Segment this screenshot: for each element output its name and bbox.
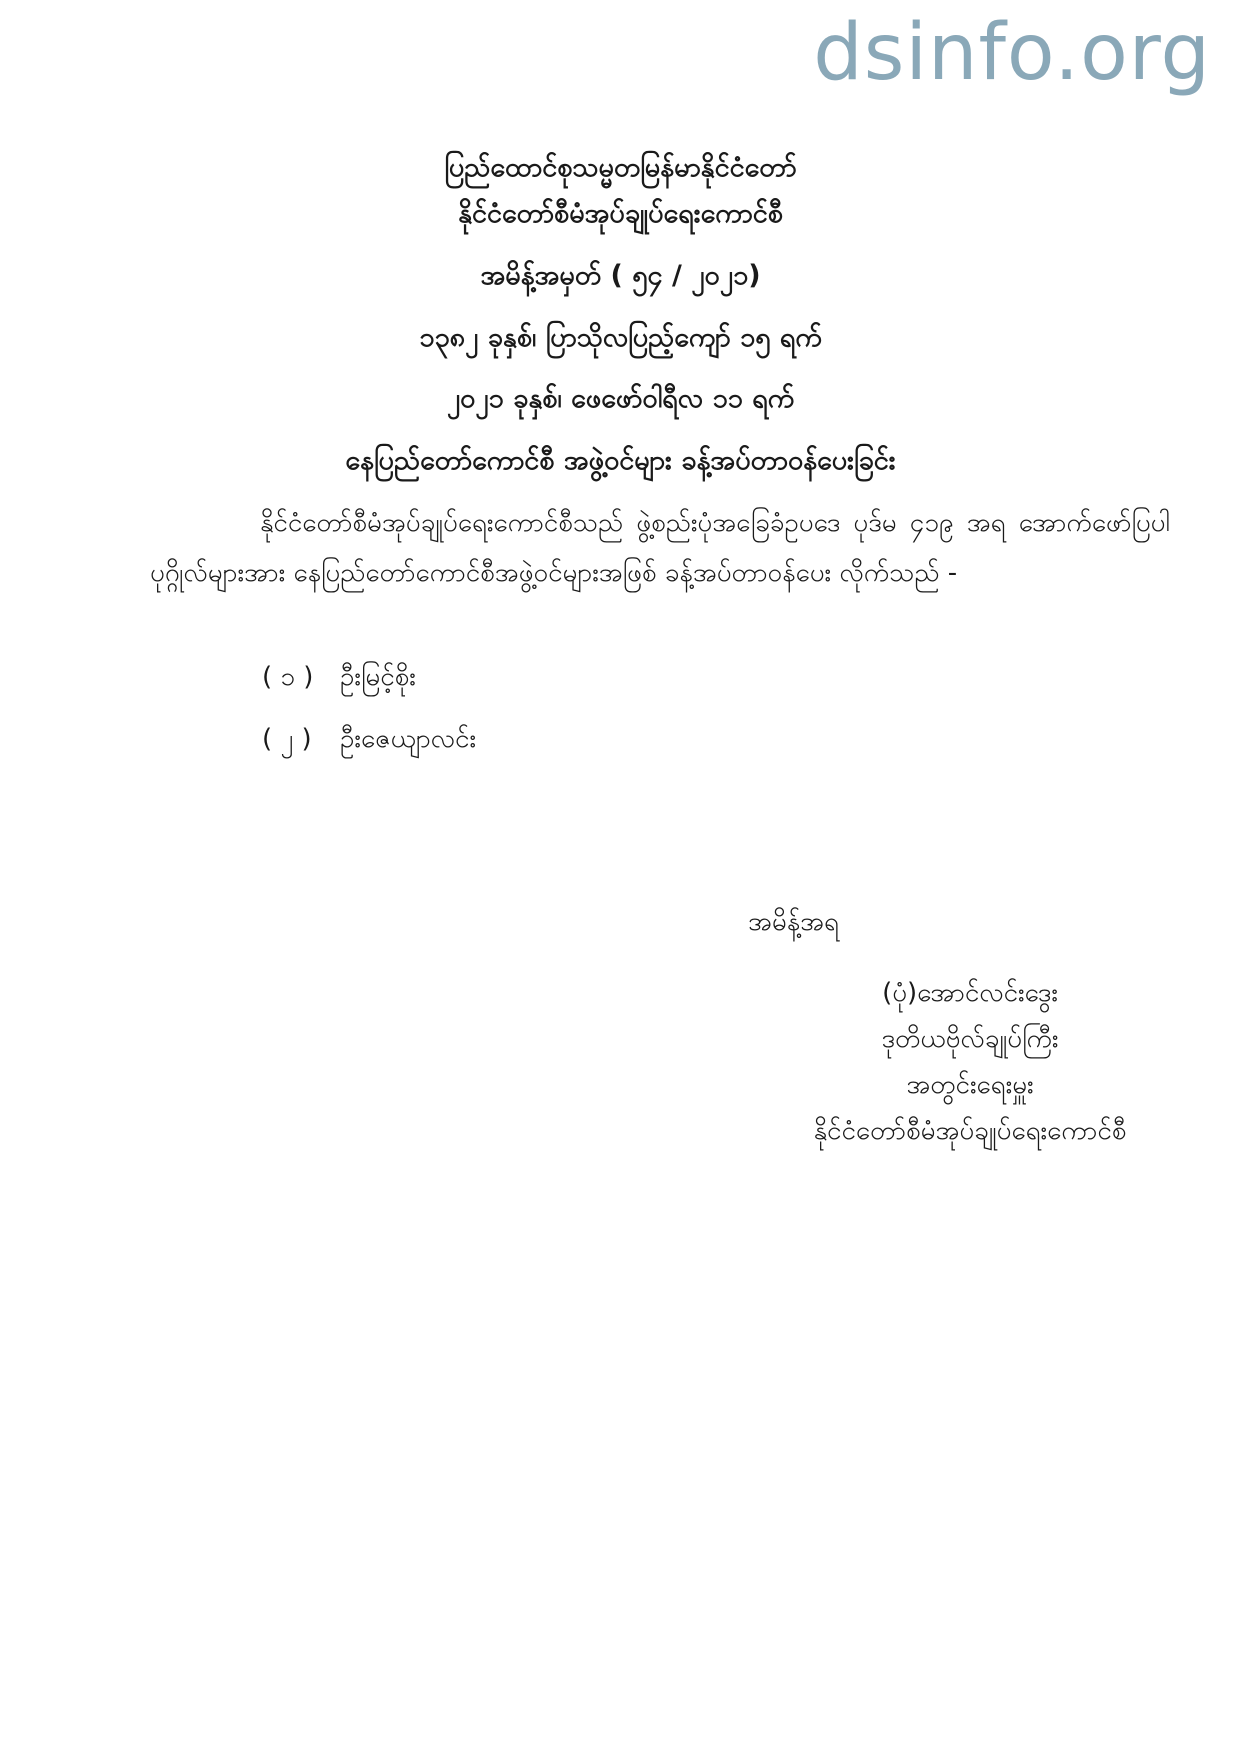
list-item bbox=[262, 662, 416, 693]
header-country: ပြည်ထောင်စုသမ္မတမြန်မာနိုင်ငံတော် bbox=[444, 152, 797, 183]
list-item-number: ( ၂ ) bbox=[262, 724, 312, 754]
by-order-label: အမိန့်အရ bbox=[748, 907, 839, 937]
list-item bbox=[262, 724, 476, 755]
body-paragraph-text: နိုင်ငံတော်စီမံအုပ်ချုပ်ရေးကောင်စီသည် ဖွဲ့စည်းပုံအခြေခံဥပဒေ ပုဒ်မ ၄၁၉ အရ အောက်ဖော်ပြပါပုဂ္ဂိုလ်များအား နေပြည်တော်ကောင်စီအဖွဲ့ဝင်များအဖြစ် ခန့်အပ်တာဝန်ပေး လိုက်သည် - bbox=[150, 508, 1170, 588]
watermark-logo: dsinfo.org bbox=[813, 8, 1211, 98]
signatory-position: အတွင်းရေးမှူး bbox=[906, 1070, 1034, 1100]
signatory-name: (ပုံ)အောင်လင်းဒွေး bbox=[882, 978, 1058, 1008]
order-number: အမိန့်အမှတ် ( ၅၄ / ၂၀၂၁) bbox=[480, 260, 761, 291]
signatory-organization: နိုင်ငံတော်စီမံအုပ်ချုပ်ရေးကောင်စီ bbox=[813, 1116, 1127, 1146]
date-gregorian: ၂၀၂၁ ခုနှစ်၊ ဖေဖော်ဝါရီလ ၁၁ ရက် bbox=[446, 383, 795, 414]
order-subject: နေပြည်တော်ကောင်စီ အဖွဲ့ဝင်များ ခန့်အပ်တာဝန်ပေးခြင်း bbox=[345, 445, 896, 476]
list-item-name: ဦးမြင့်စိုး bbox=[340, 662, 416, 692]
list-item-name: ဦးဇေယျာလင်း bbox=[340, 724, 477, 754]
body-paragraph bbox=[150, 498, 1170, 598]
date-myanmar: ၁၃၈၂ ခုနှစ်၊ ပြာသိုလပြည့်ကျော် ၁၅ ရက် bbox=[419, 322, 822, 353]
list-item-number: ( ၁ ) bbox=[262, 662, 314, 692]
signatory-rank: ဒုတိယဗိုလ်ချုပ်ကြီး bbox=[881, 1024, 1059, 1054]
header-council: နိုင်ငံတော်စီမံအုပ်ချုပ်ရေးကောင်စီ bbox=[458, 198, 783, 229]
